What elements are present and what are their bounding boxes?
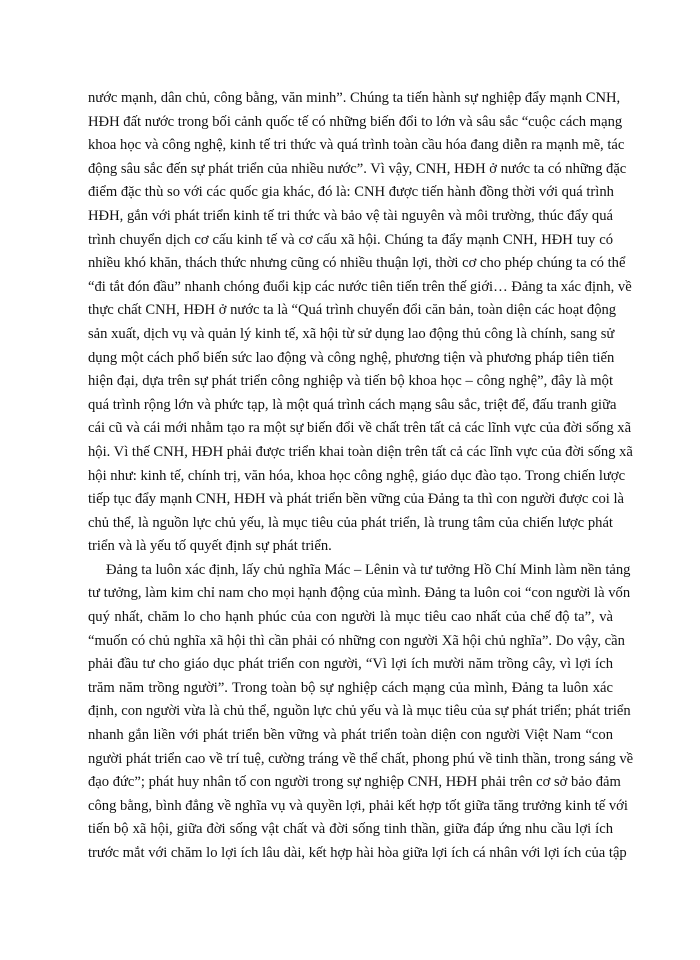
text-line: “đi tắt đón đầu” nhanh chóng đuổi kịp các nước tiên tiến trên thế giới… Đảng ta xác định, về <box>88 278 632 295</box>
text-line: trăm năm trồng người”. Trong toàn bộ sự nghiệp cách mạng của mình, Đảng ta luôn xác <box>88 679 613 696</box>
text-line: nước mạnh, dân chủ, công bằng, văn minh”. Chúng ta tiến hành sự nghiệp đẩy mạnh CNH, <box>88 90 621 106</box>
text-line: dụng một cách phổ biến sức lao động và công nghệ, phương tiện và phương pháp tiên tiến <box>88 349 615 366</box>
text-line: quá trình rộng lớn và phức tạp, là một quá trình cách mạng sâu sắc, triệt để, đấu tranh giữa <box>88 396 617 413</box>
text-line: “muốn có chủ nghĩa xã hội thì cần phải có những con người Xã hội chủ nghĩa”. Do vậy, cần <box>88 632 625 649</box>
text-line: động sâu sắc đến sự phát triển của nhiều nước”. Vì vậy, CNH, HĐH ở nước ta có những đặc <box>88 160 627 177</box>
text-line: cái cũ và cái mới nhằm tạo ra một sự biến đổi về chất trên tất cả các lĩnh vực của đời sống xã <box>88 420 632 437</box>
text-line: HĐH, gắn với phát triển kinh tế tri thức và bảo vệ tài nguyên và môi trường, thúc đẩy quá <box>88 207 613 224</box>
paragraph <box>88 87 633 559</box>
text-line: điểm đặc thù so với các quốc gia khác, đó là: CNH được tiến hành đồng thời với quá trình <box>88 184 614 201</box>
text-line: hiện đại, dựa trên sự phát triển công nghiệp và tiến bộ khoa học – công nghệ”, đây là một <box>88 373 613 390</box>
text-line: quý nhất, chăm lo cho hạnh phúc của con người là mục tiêu cao nhất của chế độ ta”, và <box>88 609 613 626</box>
text-line: phải đầu tư cho giáo dục phát triển con người, “Vì lợi ích mười năm trồng cây, vì lợi ích <box>88 656 613 673</box>
text-line: trước mắt với chăm lo lợi ích lâu dài, kết hợp hài hòa giữa lợi ích cá nhân với lợi ích của tập <box>88 845 627 861</box>
text-line: sản xuất, dịch vụ và quản lý kinh tế, xã hội từ sử dụng lao động thủ công là chính, sang sử <box>88 325 615 342</box>
text-line: Đảng ta luôn xác định, lấy chủ nghĩa Mác – Lênin và tư tưởng Hồ Chí Minh làm nền tảng <box>106 561 631 578</box>
text-line: triển và là yếu tố quyết định sự phát triển. <box>88 538 332 555</box>
text-line: tiếp tục đẩy mạnh CNH, HĐH và phát triển bền vững của Đảng ta thì con người được coi là <box>88 491 625 508</box>
text-line: đạo đức”; phát huy nhân tố con người trong sự nghiệp CNH, HĐH phải trên cơ sở bảo đảm <box>88 774 621 791</box>
paragraph <box>88 559 634 866</box>
text-line: nhiều khó khăn, thách thức nhưng cũng có nhiều thuận lợi, thời cơ cho phép chúng ta có thể <box>88 255 626 272</box>
text-line: trình chuyển dịch cơ cấu kinh tế và cơ cấu xã hội. Chúng ta đẩy mạnh CNH, HĐH tuy có <box>88 231 613 248</box>
document-page <box>88 87 634 866</box>
text-line: tư tưởng, làm kim chỉ nam cho mọi hạnh động của mình. Đảng ta luôn coi “con người là vốn <box>88 585 631 602</box>
text-line: hội. Vì thế CNH, HĐH phải được triển khai toàn diện trên tất cả các lĩnh vực của đời sống xã <box>88 443 633 460</box>
text-line: công bằng, bình đẳng về nghĩa vụ và quyền lợi, phải kết hợp tốt giữa tăng trưởng kinh tế với <box>88 797 628 814</box>
text-line: khoa học và công nghệ, kinh tế tri thức và quá trình toàn cầu hóa đang diễn ra mạnh mẽ, tác <box>88 137 625 154</box>
text-line: định, con người vừa là chủ thể, nguồn lực chủ yếu và là mục tiêu của sự phát triển; phát triển <box>88 703 631 720</box>
text-line: tiến bộ xã hội, giữa đời sống vật chất và đời sống tinh thần, giữa đáp ứng nhu cầu lợi ích <box>88 821 613 838</box>
text-line: thực chất CNH, HĐH ở nước ta là “Quá trình chuyển đổi căn bản, toàn diện các hoạt động <box>88 302 617 319</box>
text-line: nhanh gắn liền với phát triển bền vững và phát triển toàn diện con người Việt Nam “con <box>88 727 613 744</box>
text-line: người phát triển cao về trí tuệ, cường tráng về thể chất, phong phú về tinh thần, trong sáng về <box>88 750 634 767</box>
text-line: hội như: kinh tế, chính trị, văn hóa, khoa học công nghệ, giáo dục đào tạo. Trong chiến lược <box>88 467 626 484</box>
text-line: HĐH đất nước trong bối cảnh quốc tế có những biến đổi to lớn và sâu sắc “cuộc cách mạng <box>88 113 623 130</box>
text-line: chủ thể, là nguồn lực chủ yếu, là mục tiêu của phát triển, là trung tâm của chiến lược phát <box>88 514 613 531</box>
